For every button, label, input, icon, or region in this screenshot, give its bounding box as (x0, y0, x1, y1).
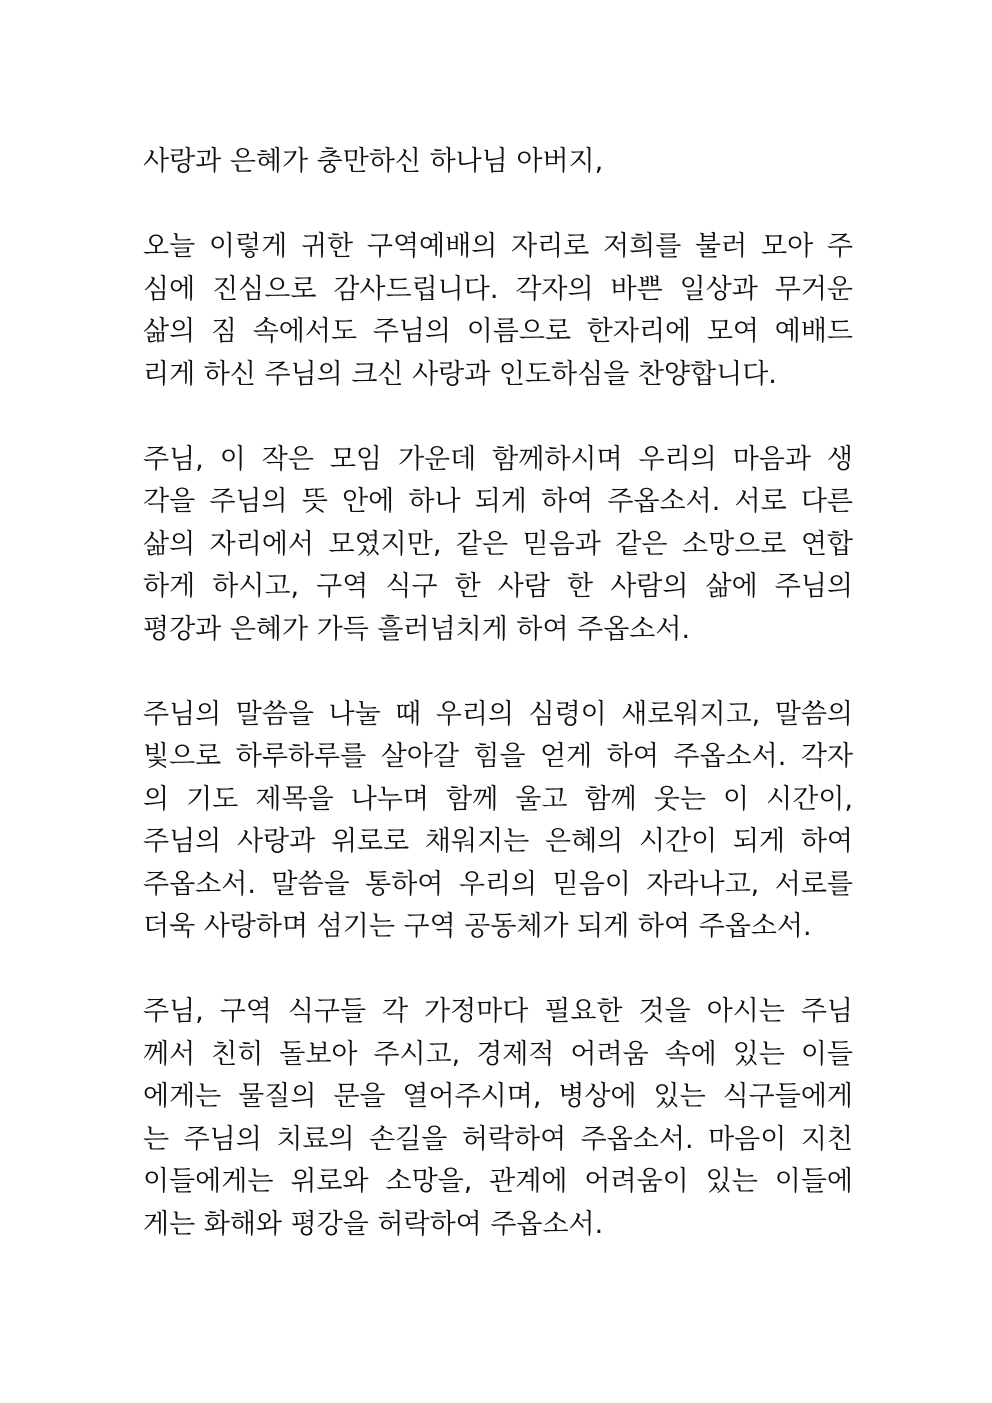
text-line: 빛으로 하루하루를 살아갈 힘을 얻게 하여 주옵소서. 각자 (143, 741, 853, 772)
text-line: 이들에게는 위로와 소망을, 관계에 어려움이 있는 이들에 (143, 1166, 853, 1197)
text-line: 주님, 이 작은 모임 가운데 함께하시며 우리의 마음과 생 (143, 443, 853, 475)
text-line: 오늘 이렇게 귀한 구역예배의 자리로 저희를 불러 모아 주 (143, 231, 853, 262)
text-line: 평강과 은혜가 가득 흘러넘치게 하여 주옵소서. (143, 613, 691, 645)
text-line: 에게는 물질의 문을 열어주시며, 병상에 있는 식구들에게 (143, 1081, 853, 1112)
text-line: 삶의 자리에서 모였지만, 같은 믿음과 같은 소망으로 연합 (143, 528, 853, 560)
paragraph-word (143, 694, 853, 949)
paragraph-intercession (143, 991, 853, 1246)
text-line: 하게 하시고, 구역 식구 한 사람 한 사람의 삶에 주님의 (143, 571, 853, 602)
text-line: 더욱 사랑하며 섬기는 구역 공동체가 되게 하여 주옵소서. (143, 911, 812, 942)
text-line: 주님, 구역 식구들 각 가정마다 필요한 것을 아시는 주님 (143, 996, 853, 1027)
text-line: 의 기도 제목을 나누며 함께 울고 함께 웃는 이 시간이, (143, 783, 853, 815)
text-line: 주님의 말씀을 나눌 때 우리의 심령이 새로워지고, 말씀의 (143, 698, 853, 730)
text-line: 께서 친히 돌보아 주시고, 경제적 어려움 속에 있는 이들 (143, 1038, 853, 1070)
text-line: 는 주님의 치료의 손길을 허락하여 주옵소서. 마음이 지친 (143, 1123, 853, 1155)
text-line: 게는 화해와 평강을 허락하여 주옵소서. (143, 1208, 604, 1240)
paragraph-greeting (143, 141, 853, 184)
text-line: 주옵소서. 말씀을 통하여 우리의 믿음이 자라나고, 서로를 (143, 868, 853, 900)
paragraph-unity (143, 439, 853, 652)
text-line: 주님의 사랑과 위로로 채워지는 은혜의 시간이 되게 하여 (143, 826, 853, 857)
text-line: 각을 주님의 뜻 안에 하나 되게 하여 주옵소서. 서로 다른 (143, 486, 853, 517)
text-line: 사랑과 은혜가 충만하신 하나님 아버지, (143, 146, 604, 177)
text-line: 삶의 짐 속에서도 주님의 이름으로 한자리에 모여 예배드 (143, 316, 853, 347)
text-line: 리게 하신 주님의 크신 사랑과 인도하심을 찬양합니다. (143, 358, 777, 390)
text-line: 심에 진심으로 감사드립니다. 각자의 바쁜 일상과 무거운 (143, 273, 853, 305)
paragraph-thanksgiving (143, 226, 853, 396)
prayer-text (143, 141, 853, 1289)
